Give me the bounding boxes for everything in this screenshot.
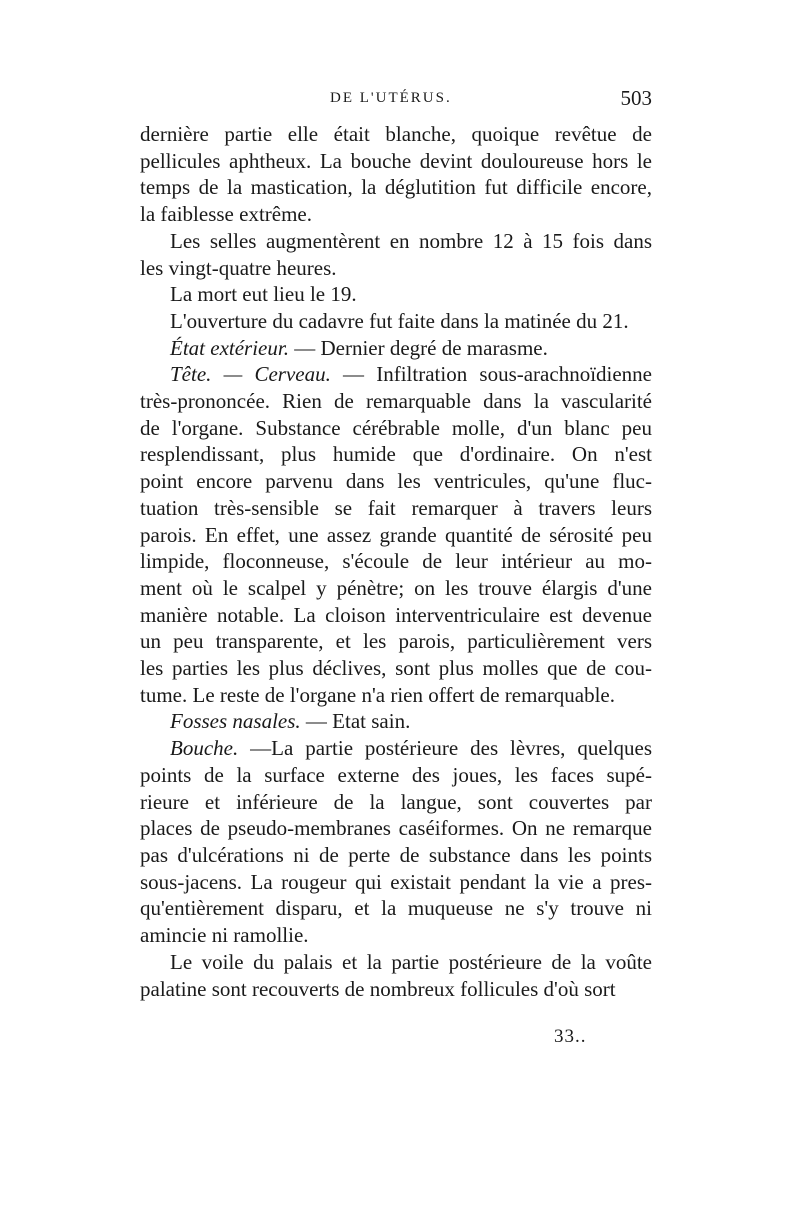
paragraph [140, 228, 652, 281]
text-line [140, 682, 652, 709]
text-line [140, 735, 652, 762]
line-text: L'ouverture du cadavre fut faite dans la matinée du 21. [170, 308, 629, 333]
line-text: les vingt-quatre heures. [140, 255, 337, 280]
line-text: temps de la mastication, la déglutition fut difficile encore, [140, 175, 652, 200]
line-text: — Infiltration sous-arachnoïdienne [330, 362, 652, 387]
text-line [140, 255, 652, 282]
text-line [140, 655, 652, 682]
text-line [140, 148, 652, 175]
line-text: points de la surface externe des joues, les faces supé- [140, 762, 652, 787]
text-line [140, 361, 652, 388]
text-line [140, 815, 652, 842]
line-text: ment où le scalpel y pénètre; on les trouve élargis d'une [140, 575, 652, 600]
line-text: rieure et inférieure de la langue, sont couvertes par [140, 789, 652, 814]
line-text: tuation très-sensible se fait remarquer à travers leurs [140, 495, 652, 520]
paragraph [140, 281, 652, 308]
line-text: pellicules aphtheux. La bouche devint douloureuse hors le [140, 148, 652, 173]
paragraph [140, 121, 652, 228]
text-line [140, 228, 652, 255]
text-line [140, 575, 652, 602]
italic-heading: Bouche. [170, 736, 239, 761]
line-text: — Etat sain. [300, 709, 411, 734]
line-text: très-prononcée. Rien de remarquable dans la vascularité [140, 389, 652, 414]
text-line [140, 388, 652, 415]
text-line [140, 121, 652, 148]
paragraph [140, 335, 652, 362]
text-line [140, 201, 652, 228]
running-head: DE L'UTÉRUS. [330, 90, 452, 106]
italic-heading: État extérieur. [170, 335, 289, 360]
line-text: Les selles augmentèrent en nombre 12 à 15 fois dans [170, 228, 652, 253]
line-text: pas d'ulcérations ni de perte de substance dans les points [140, 842, 652, 867]
text-line [140, 628, 652, 655]
paragraph [140, 361, 652, 708]
text-line [140, 869, 652, 896]
line-text: amincie ni ramollie. [140, 923, 309, 948]
text-line [140, 842, 652, 869]
line-text: —La partie postérieure des lèvres, quelques [238, 736, 652, 761]
text-line [140, 308, 652, 335]
line-text: de l'organe. Substance cérébrable molle, d'un blanc peu [140, 415, 652, 440]
line-text: les parties les plus déclives, sont plus molles que de cou- [140, 656, 652, 681]
text-line [140, 949, 652, 976]
line-text: palatine sont recouverts de nombreux follicules d'où sort [140, 976, 616, 1001]
page-header [140, 86, 652, 116]
line-text: La mort eut lieu le 19. [170, 282, 357, 307]
text-line [140, 922, 652, 949]
paragraph [140, 308, 652, 335]
text-line [140, 415, 652, 442]
line-text: point encore parvenu dans les ventricules, qu'une fluc- [140, 469, 652, 494]
text-line [140, 548, 652, 575]
line-text: Le voile du palais et la partie postérieure de la voûte [170, 949, 652, 974]
text-line [140, 789, 652, 816]
text-line [140, 708, 652, 735]
text-line [140, 522, 652, 549]
page-number: 503 [620, 86, 652, 110]
signature-mark: 33.. [554, 1026, 587, 1047]
line-text: qu'entièrement disparu, et la muqueuse ne s'y trouve ni [140, 896, 652, 921]
text-line [140, 281, 652, 308]
text-line [140, 468, 652, 495]
line-text: — Dernier degré de marasme. [288, 335, 548, 360]
body-text [140, 121, 652, 1002]
text-line [140, 441, 652, 468]
italic-heading: Tête. — Cerveau. [170, 362, 331, 387]
line-text: un peu transparente, et les parois, particulièrement vers [140, 629, 652, 654]
text-line [140, 335, 652, 362]
line-text: places de pseudo-membranes caséiformes. On ne remarque [140, 816, 652, 841]
line-text: tume. Le reste de l'organe n'a rien offert de remarquable. [140, 682, 615, 707]
text-line [140, 174, 652, 201]
text-line [140, 602, 652, 629]
line-text: limpide, floconneuse, s'écoule de leur intérieur au mo- [140, 549, 652, 574]
line-text: manière notable. La cloison interventriculaire est devenue [140, 602, 652, 627]
line-text: parois. En effet, une assez grande quantité de sérosité peu [140, 522, 652, 547]
italic-heading: Fosses nasales. [170, 709, 301, 734]
line-text: resplendissant, plus humide que d'ordinaire. On n'est [140, 442, 652, 467]
line-text: dernière partie elle était blanche, quoique revêtue de [140, 122, 652, 146]
line-text: la faiblesse extrême. [140, 202, 312, 227]
text-line [140, 762, 652, 789]
paragraph [140, 949, 652, 1002]
text-line [140, 976, 652, 1003]
paragraph [140, 735, 652, 949]
line-text: sous-jacens. La rougeur qui existait pendant la vie a pres- [140, 869, 652, 894]
paragraph [140, 708, 652, 735]
text-line [140, 495, 652, 522]
text-line [140, 895, 652, 922]
